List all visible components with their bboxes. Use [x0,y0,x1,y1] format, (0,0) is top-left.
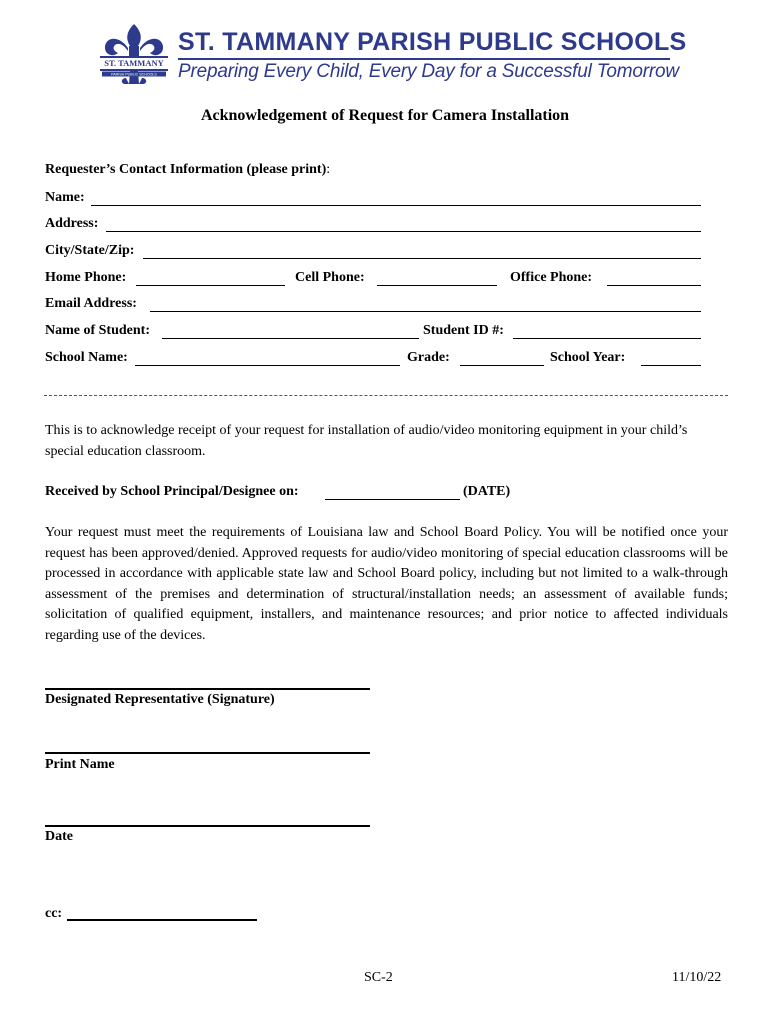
received-date-field[interactable] [325,499,460,500]
grade-field[interactable] [460,365,544,366]
city-state-zip-label: City/State/Zip: [45,243,135,258]
name-label: Name: [45,190,85,205]
date-label: Date [45,829,73,844]
org-tagline: Preparing Every Child, Every Day for a Successful Tomorrow [178,61,679,82]
home-phone-field[interactable] [136,285,285,286]
received-label: Received by School Principal/Designee on: [45,484,299,499]
logo-bottom-text: PARISH PUBLIC SCHOOLS [111,72,157,77]
office-phone-field[interactable] [607,285,701,286]
requirements-paragraph: Your request must meet the requirements of Louisiana law and School Board Policy. You will be notified once your request has been approved/denied. Approved requests for audio/video monitoring of special education classrooms will be processed in accordance with applicable state law and School Board policy, including but not limited to a walk-through assessment of the premises and determination of structural/installation needs; an assessment of available funds; solicitation of qualified equipment, installers, and maintenance resources; and prior notice to affected individuals regarding use of the devices. [45,525,728,643]
address-label: Address: [45,216,99,231]
date-suffix: (DATE) [463,484,511,499]
school-name-field[interactable] [135,365,400,366]
fleur-de-lis-icon [96,22,172,86]
contact-heading-text: Requester’s Contact Information (please print) [45,162,327,177]
logo-top-text: ST. TAMMANY [104,58,164,68]
school-name-label: School Name: [45,350,128,365]
org-name: ST. TAMMANY PARISH PUBLIC SCHOOLS [178,28,687,56]
office-phone-label: Office Phone: [510,270,593,285]
revision-date: 11/10/22 [672,970,722,985]
student-id-field[interactable] [513,338,701,339]
signature-label: Designated Representative (Signature) [45,692,275,707]
student-name-field[interactable] [162,338,419,339]
district-logo [96,22,172,86]
student-name-label: Name of Student: [45,323,150,338]
print-name-line[interactable] [45,752,370,754]
home-phone-label: Home Phone: [45,270,127,285]
contact-heading-colon: : [326,162,331,177]
address-field[interactable] [106,231,701,232]
cell-phone-label: Cell Phone: [295,270,365,285]
school-year-field[interactable] [641,365,701,366]
city-state-zip-field[interactable] [143,258,701,259]
signature-line[interactable] [45,688,370,690]
email-label: Email Address: [45,296,137,311]
print-name-label: Print Name [45,757,115,772]
contact-heading [45,162,330,178]
cc-line[interactable] [67,919,257,921]
document-title: Acknowledgement of Request for Camera Installation [200,107,570,124]
section-divider [44,395,728,396]
header-divider [178,58,670,60]
email-field[interactable] [150,311,701,312]
grade-label: Grade: [407,350,450,365]
name-field[interactable] [91,205,701,206]
form-code: SC-2 [364,970,393,985]
date-line[interactable] [45,825,370,827]
acknowledgement-paragraph: This is to acknowledge receipt of your request for installation of audio/video monitoring equipment in your child’s special education classroom. [45,423,688,459]
student-id-label: Student ID #: [423,323,504,338]
school-year-label: School Year: [550,350,626,365]
cell-phone-field[interactable] [377,285,497,286]
cc-label: cc: [45,906,63,921]
